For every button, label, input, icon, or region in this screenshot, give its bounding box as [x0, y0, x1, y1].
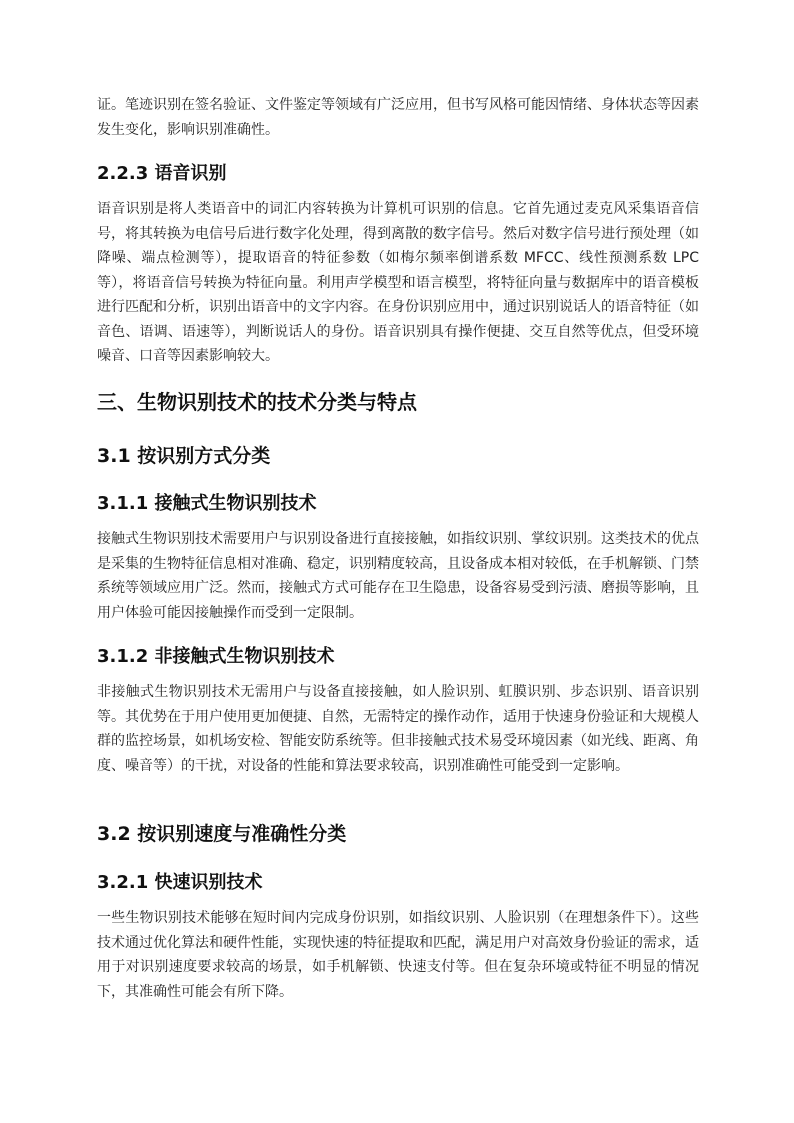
paragraph-2-2-3: 语音识别是将人类语音中的词汇内容转换为计算机可识别的信息。它首先通过麦克风采集语音信号，将其转换为电信号后进行数字化处理，得到离散的数字信号。然后对数字信号进行预处理（如降噪、端点检测等），提取语音的特征参数（如梅尔频率倒谱系数 MFCC、线性预测系数 LPC 等），将语音信号转换为特征向量。利用声学模型和语言模型，将特征向量与数据库中的语音模板进行匹配和分析，识别出语音中的文字内容。在身份识别应用中，通过识别说话人的语音特征（如音色、语调、语速等），判断说话人的身份。语音识别具有操作便捷、交互自然等优点，但受环境噪音、口音等因素影响较大。 [97, 201, 699, 364]
heading-3-1-2: 3.1.2 非接触式生物识别技术 [97, 646, 335, 667]
heading-3-1: 3.1 按识别方式分类 [97, 445, 271, 467]
heading-3-2: 3.2 按识别速度与准确性分类 [97, 823, 347, 845]
paragraph-3-1-2: 非接触式生物识别技术无需用户与设备直接接触，如人脸识别、虹膜识别、步态识别、语音识别等。其优势在于用户使用更加便捷、自然，无需特定的操作动作，适用于快速身份验证和大规模人群的监控场景，如机场安检、智能安防系统等。但非接触式技术易受环境因素（如光线、距离、角度、噪音等）的干扰，对设备的性能和算法要求较高，识别准确性可能受到一定影响。 [97, 684, 699, 774]
heading-section-3: 三、生物识别技术的技术分类与特点 [97, 390, 417, 414]
paragraph-3-2-1: 一些生物识别技术能够在短时间内完成身份识别，如指纹识别、人脸识别（在理想条件下）。这些技术通过优化算法和硬件性能，实现快速的特征提取和匹配，满足用户对高效身份验证的需求，适用于对识别速度要求较高的场景，如手机解锁、快速支付等。但在复杂环境或特征不明显的情况下，其准确性可能会有所下降。 [97, 910, 699, 1000]
heading-3-2-1: 3.2.1 快速识别技术 [97, 872, 263, 893]
heading-3-1-1: 3.1.1 接触式生物识别技术 [97, 493, 317, 514]
intro-paragraph: 证。笔迹识别在签名验证、文件鉴定等领域有广泛应用，但书写风格可能因情绪、身体状态等因素发生变化，影响识别准确性。 [97, 97, 699, 138]
paragraph-3-1-1: 接触式生物识别技术需要用户与识别设备进行直接接触，如指纹识别、掌纹识别。这类技术的优点是采集的生物特征信息相对准确、稳定，识别精度较高，且设备成本相对较低，在手机解锁、门禁系统等领域应用广泛。然而，接触式方式可能存在卫生隐患，设备容易受到污渍、磨损等影响，且用户体验可能因接触操作而受到一定限制。 [97, 531, 699, 621]
heading-2-2-3: 2.2.3 语音识别 [97, 163, 227, 184]
